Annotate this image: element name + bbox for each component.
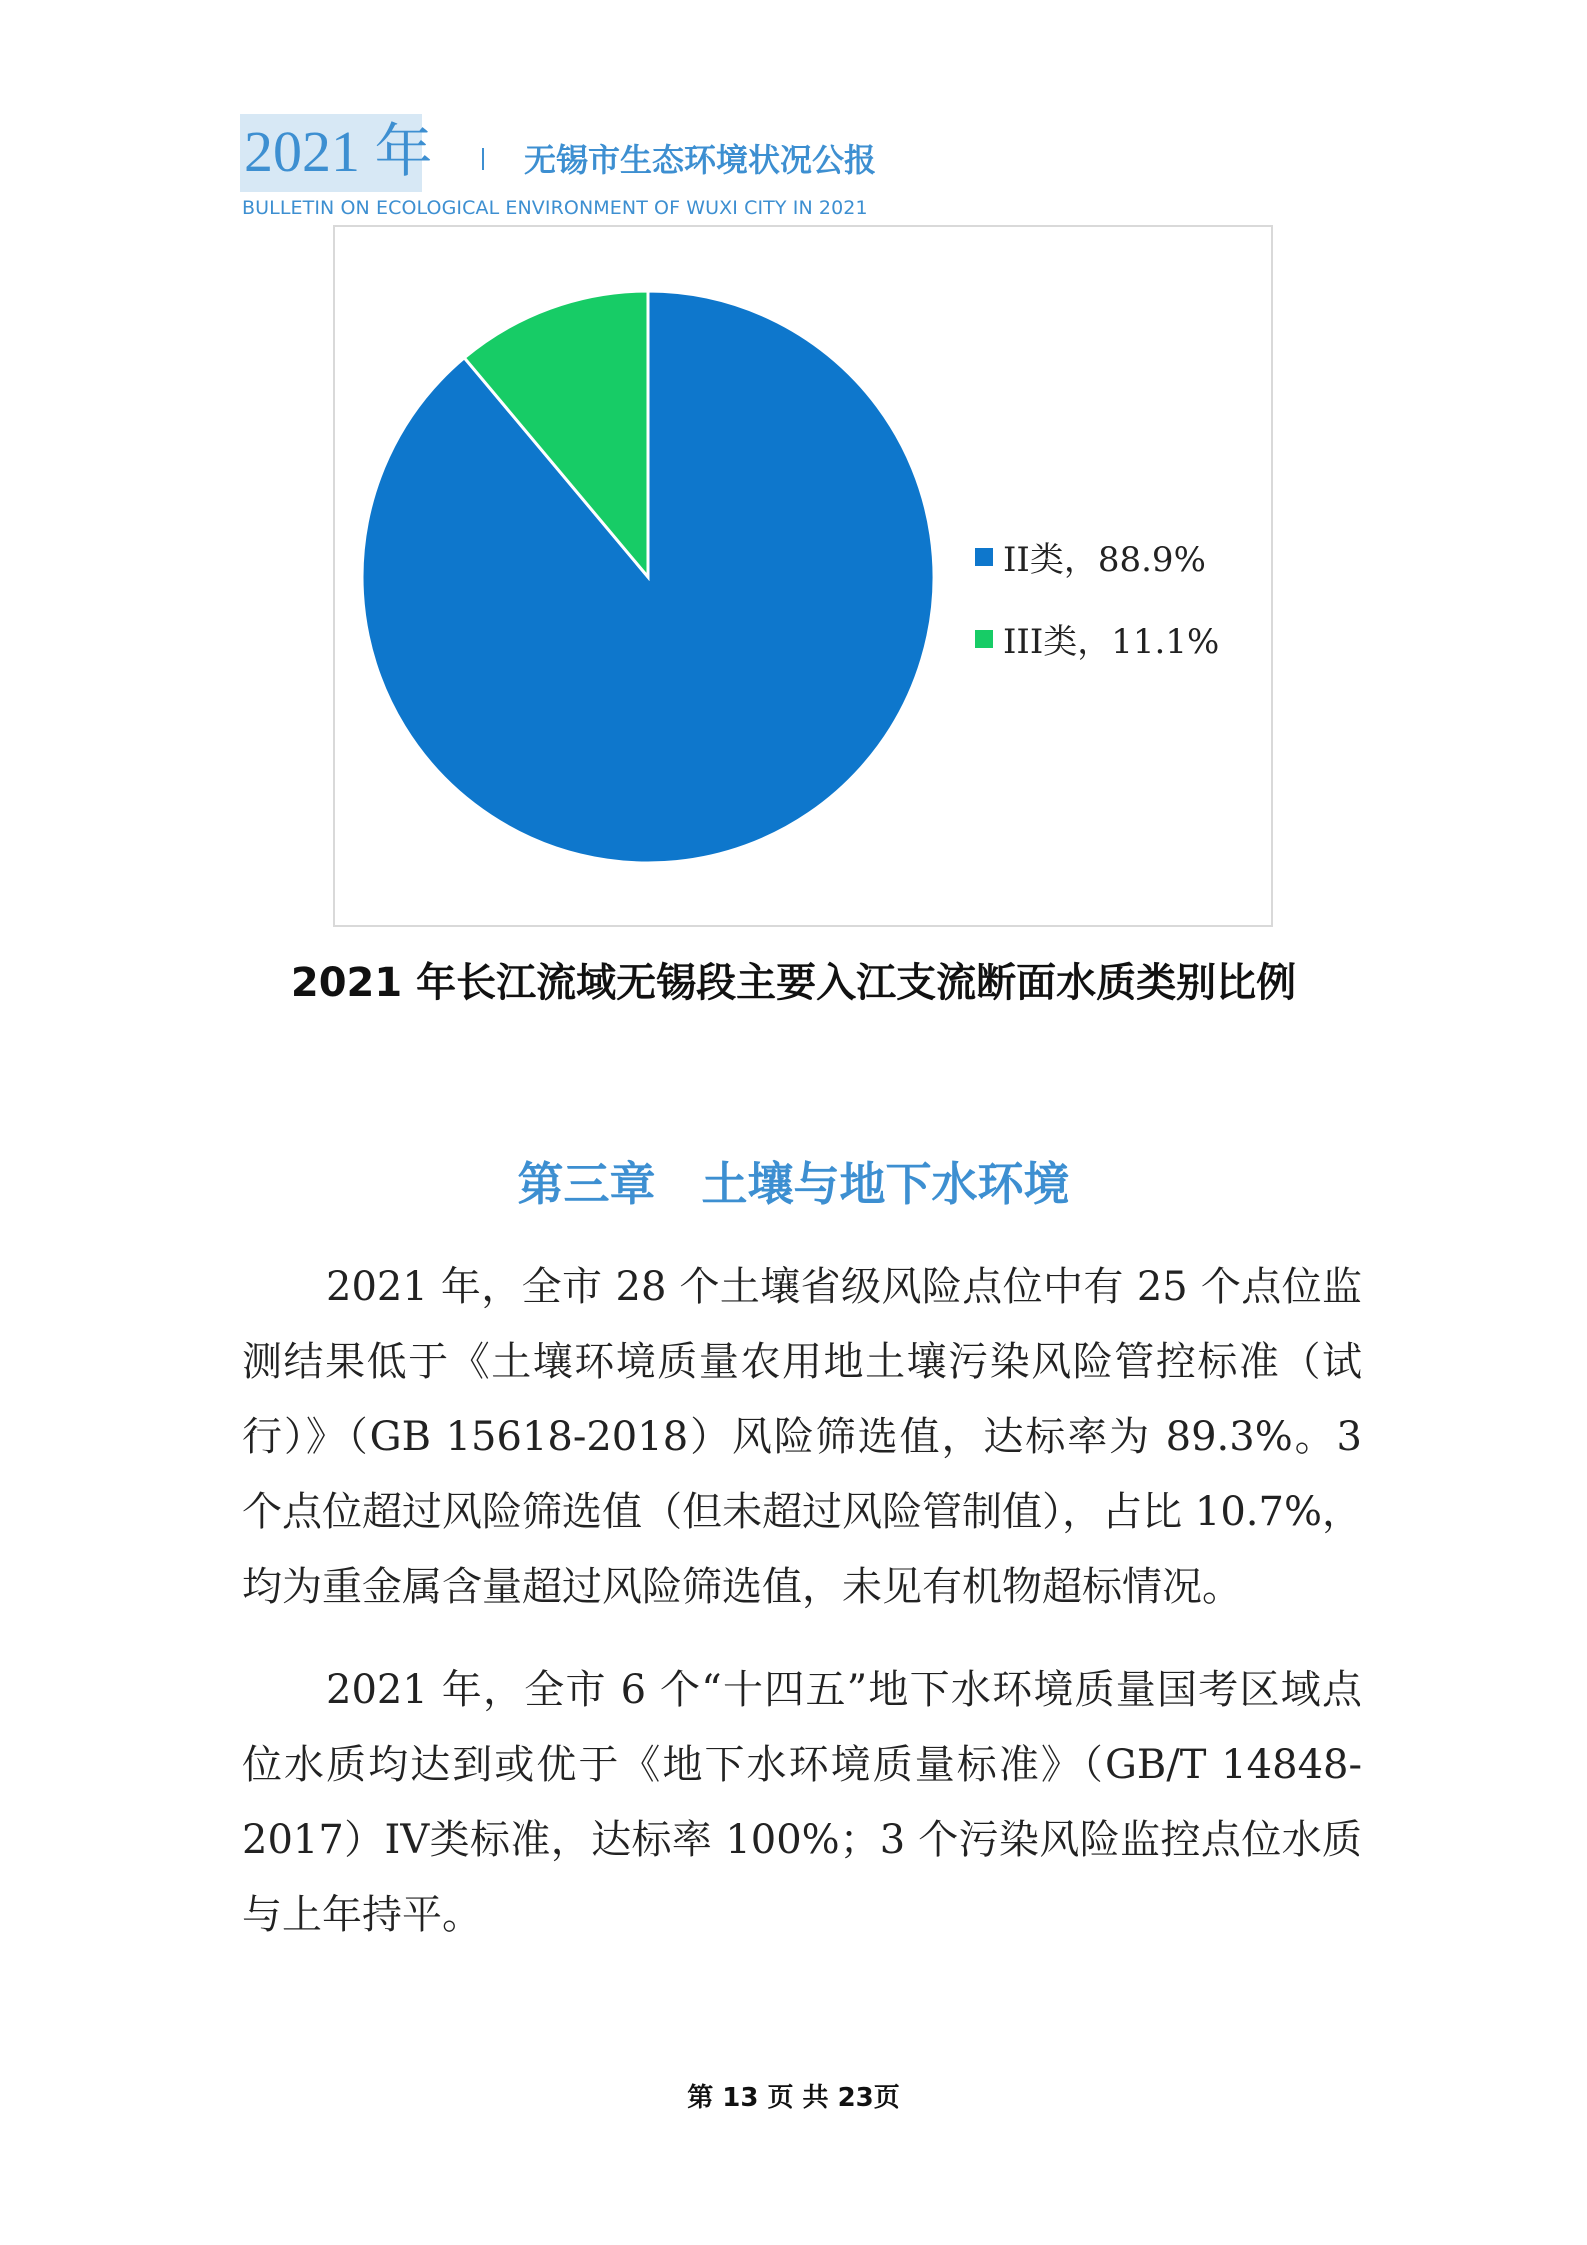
legend-label: II类，88.9% (1003, 540, 1206, 580)
paragraph-groundwater: 2021 年，全市 6 个“十四五”地下水环境质量国考区域点位水质均达到或优于《地下水环境质量标准》（GB/T 14848-2017）IV类标准，达标率 100%；3 个污染风险监控点位水质与上年持平。 (242, 1667, 1362, 1938)
legend-item-class-iii (975, 614, 1219, 663)
legend-swatch (975, 548, 993, 566)
legend-item-class-ii (975, 532, 1206, 581)
paragraph-soil: 2021 年，全市 28 个土壤省级风险点位中有 25 个点位监测结果低于《土壤环境质量农用地土壤污染风险管控标准（试行）》（GB 15618-2018）风险筛选值，达标率为 89.3%。3 个点位超过风险筛选值（但未超过风险管制值），占比 10.7%，均为重金属含量超过风险筛选值，未见有机物超标情况。 (242, 1264, 1362, 1610)
figure-caption: 2021 年长江流域无锡段主要入江支流断面水质类别比例 (290, 960, 1297, 1006)
header-year: 2021 年 (244, 119, 433, 184)
header-subtitle: BULLETIN ON ECOLOGICAL ENVIRONMENT OF WUXI CITY IN 2021 (242, 197, 868, 219)
legend-swatch (975, 630, 993, 648)
page-footer: 第 13 页 共 23页 (687, 2083, 900, 2113)
header-title: 无锡市生态环境状况公报 (524, 141, 877, 179)
header-separator (482, 148, 484, 170)
legend-label: III类，11.1% (1003, 622, 1220, 662)
chapter-title: 第三章 土壤与地下水环境 (517, 1157, 1070, 1211)
pie-chart-frame (333, 225, 1273, 927)
